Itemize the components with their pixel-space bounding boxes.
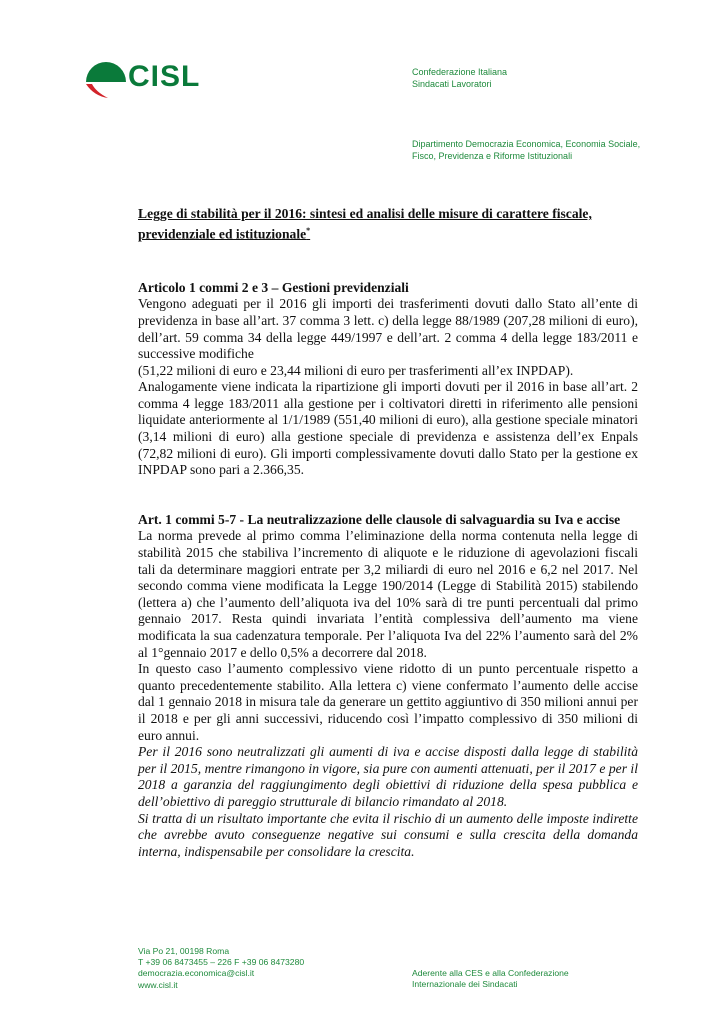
dept-line: Fisco, Previdenza e Riforme Istituzionali [412,151,573,161]
affiliation-line: Aderente alla CES e alla Confederazione [412,968,569,978]
footer-address [138,946,304,991]
logo-text: CISL [128,60,201,93]
title-footnote-mark: * [306,225,311,235]
footer-address-line: Via Po 21, 00198 Roma [138,946,230,956]
dept-line: Dipartimento Democrazia Economica, Economia Sociale, [412,139,641,149]
affiliation-line: Internazionale dei Sindacati [412,979,518,990]
department-name [412,138,640,162]
org-line: Confederazione Italiana [412,67,508,77]
section1-paragraph: Vengono adeguati per il 2016 gli importi dei trasferimenti dovuti dallo Stato all’ente di previdenza in base all’art. 37 comma 3 lett. c) della legge 88/1989 (207,28 milioni di euro), dell’art. 59 comma 34 della legge 449/1997 e dell’art. 2 comma 4 della legge 183/2011 e successive modifiche [138,296,638,362]
org-line: Sindacati Lavoratori [412,79,492,89]
footer-affiliation [412,968,569,990]
footer-email-link[interactable]: democrazia.economica@cisl.it [138,968,255,979]
section2-italic-paragraph: Per il 2016 sono neutralizzati gli aumenti di iva e accise disposti dalla legge di stabilità per il 2015, mentre rimangono in vigore, sia pure con aumenti attenuati, per il 2017 e per il 2018 a garanzia del raggiungimento degli obiettivi di riduzione della spesa pubblica e dell’obiettivo di pareggio strutturale di bilancio rimandato al 2018. [138,744,638,809]
footer-phone-line: T +39 06 8473455 ‒ 226 F +39 06 8473280 [138,957,305,968]
section1-paragraph: (51,22 milioni di euro e 23,44 milioni di euro per trasferimenti all’ex INPDAP). [138,362,574,378]
cisl-logo-mark-icon [84,58,128,102]
document-title: Legge di stabilità per il 2016: sintesi ed analisi delle misure di carattere fiscale, previdenziale ed istituzionale* [138,206,592,242]
section2-italic-paragraph: Si tratta di un risultato importante che evita il rischio di un aumento delle imposte indirette che avrebbe avuto conseguenze negative sui consumi e sulla crescita della domanda interna, indispensabile per consolidare la crescita. [138,810,638,859]
section2-paragraph: La norma prevede al primo comma l’eliminazione della norma contenuta nella legge di stabilità 2015 che stabiliva l’incremento di aliquote e le riduzione di agevolazioni fiscali tali da determinare maggiori entrate per 3,2 miliardi di euro nel 2016 e 6,2 nel 2017. Nel secondo comma viene modificata la Legge 190/2014 (Legge di Stabilità 2015) stabilendo (lettera a) che l’aumento dell’aliquota iva del 10% sarà di tre punti percentuali dal primo gennaio 2017. Resta quindi invariata l’entità complessiva dell’aumento ma viene modificata la sua cadenzatura temporale. Per l’aliquota Iva del 22% l’aumento sarà del 2% al 1°gennaio 2017 e dello 0,5% a decorrere dal 2018. [138,528,638,660]
cisl-logo [84,58,224,102]
section1-heading: Articolo 1 commi 2 e 3 ‒ Gestioni previdenziali [138,279,409,295]
section2-paragraph: In questo caso l’aumento complessivo viene ridotto di un punto percentuale rispetto a quanto precedentemente stabilito. Alla lettera c) viene confermato l’aumento delle accise dal 1 gennaio 2018 in misura tale da generare un gettito aggiuntivo di 350 milioni annui per il 2018 e per gli anni successivi, riducendo così l’impatto complessivo di 350 milioni di euro annui. [138,661,638,743]
section2-heading: Art. 1 commi 5-7 - La neutralizzazione delle clausole di salvaguardia su Iva e accise [138,511,621,527]
footer-website-link[interactable]: www.cisl.it [138,979,178,990]
org-name [412,66,507,90]
section1-paragraph: Analogamente viene indicata la ripartizione gli importi dovuti per il 2016 in base all’art. 2 comma 4 legge 183/2011 alla gestione per i coltivatori diretti in riferimento alle pensioni liquidate anteriormente al 1/1/1989 (551,40 milioni di euro), alla gestione speciale minatori (3,14 milioni di euro) alla gestione speciale di previdenza e assistenza dell’ex Enpals (72,82 milioni di euro). Gli importi complessivamente dovuti dallo Stato per la gestione ex INPDAP sono pari a 2.366,35. [138,379,638,478]
document-body [138,206,638,860]
